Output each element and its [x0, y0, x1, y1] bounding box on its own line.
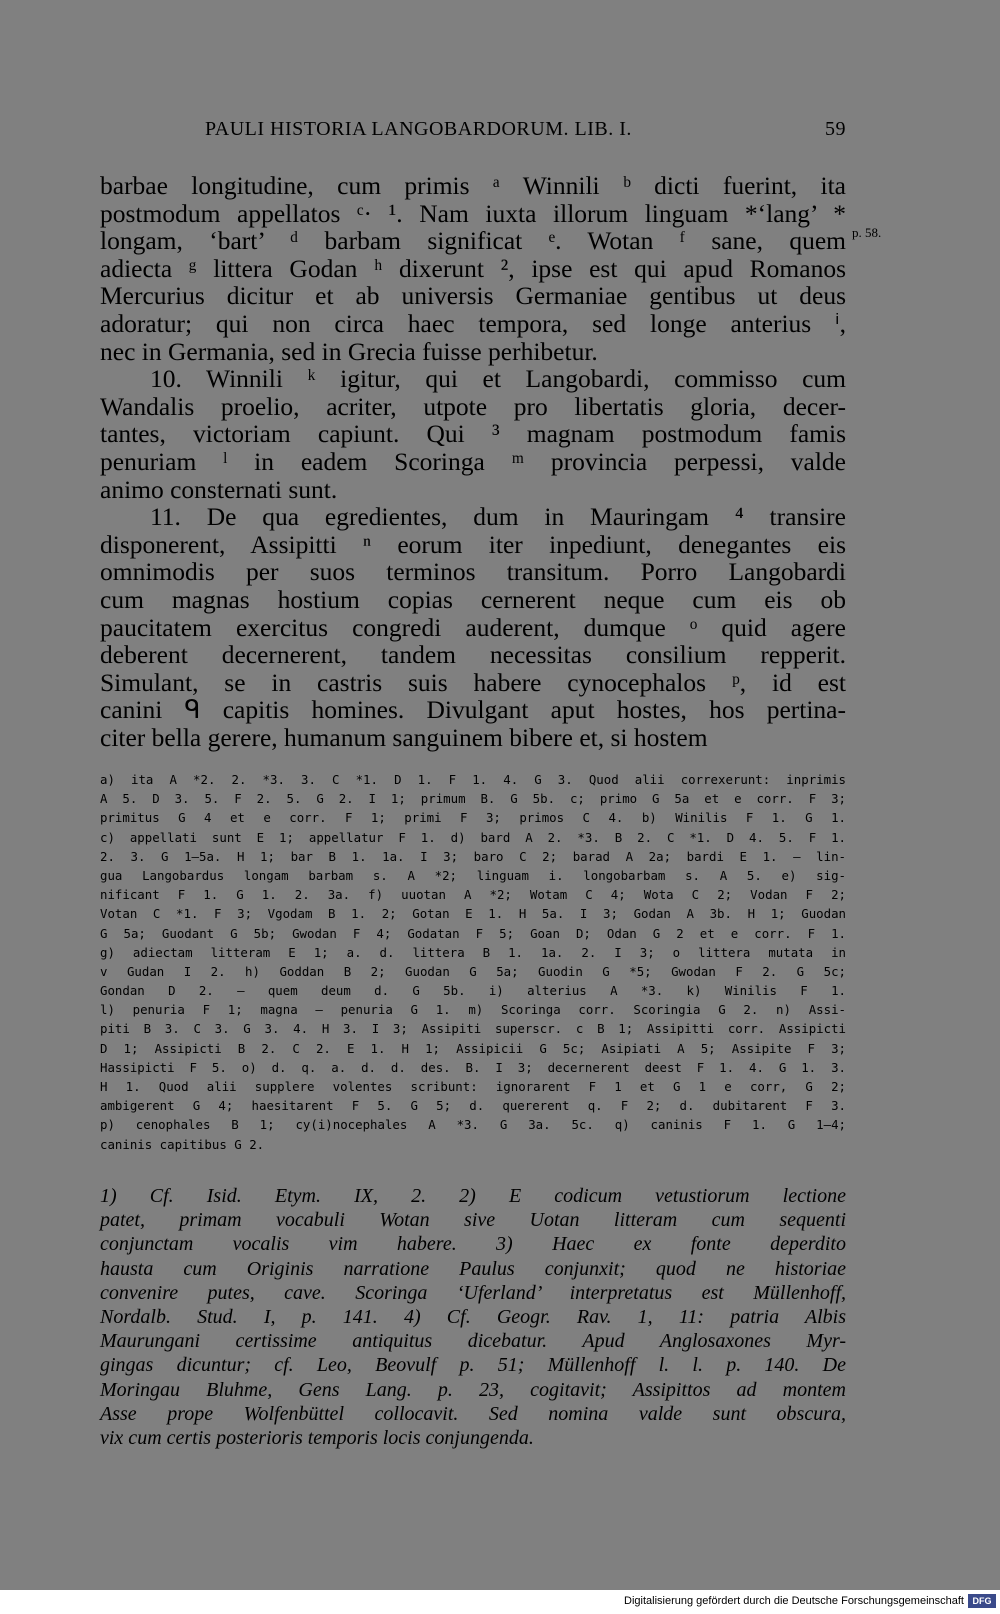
main-text-line: Wandalis proelio, acriter, utpote pro libertatis gloria, decer- [100, 391, 846, 421]
footnote-line: Asse prope Wolfenbüttel collocavit. Sed nomina valde sunt obscura, [100, 1402, 846, 1425]
footnote-line: gingas dicuntur; cf. Leo, Beovulf p. 51; Müllenhoff l. l. p. 140. De [100, 1354, 846, 1377]
main-text-line: nec in Germania, sed in Grecia fuisse perhibetur. [100, 336, 598, 366]
footnote-line: convenire putes, cave. Scoringa ‘Uferland’ interpretatus est Müllenhoff, [100, 1281, 846, 1304]
main-text [100, 172, 846, 751]
main-text-line: postmodum appellatos ᶜ· ¹. Nam iuxta illorum linguam *‘lang’ * [100, 198, 846, 228]
footnote-line: Moringau Bluhme, Gens Lang. p. 23, cogitavit; Assipittos ad montem [100, 1378, 846, 1401]
footer-bar [0, 1590, 1000, 1614]
main-text-line: barbae longitudine, cum primis ᵃ Winnili ᵇ dicti fuerint, ita [100, 171, 846, 200]
header-title: PAULI HISTORIA LANGOBARDORUM. LIB. I. [205, 118, 632, 140]
apparatus-line: g) adiectam litteram E 1; a. d. littera B 1. 1a. 2. I 3; o littera mutata in [100, 944, 846, 960]
apparatus-line: a) ita A *2. 2. *3. 3. C *1. D 1. F 1. 4. G 3. Quod alii correxerunt: inprimis [100, 772, 846, 787]
main-text-line: adoratur; qui non circa haec tempora, sed longe anterius ⁱ, [100, 308, 846, 338]
apparatus-line: Votan C *1. F 3; Vgodam B 1. 2; Gotan E 1. H 5a. I 3; Godan A 3b. H 1; Guodan [100, 906, 846, 922]
apparatus-line: D 1; Assipicti B 2. C 2. E 1. H 1; Assipicii G 5c; Asipiati A 5; Assipite F 3; [100, 1040, 846, 1056]
apparatus-line: p) cenophales B 1; cy(i)nocephales A *3. G 3a. 5c. q) caninis F 1. G 1—4; [100, 1117, 846, 1133]
apparatus-line: Hassipicti F 5. o) d. q. a. d. d. des. B. I 3; decernerent deest F 1. 4. G 1. 3. [100, 1059, 846, 1075]
editorial-footnotes [100, 1184, 846, 1450]
main-text-line: Mercurius dicitur et ab universis Germaniae gentibus ut deus [100, 281, 846, 311]
footnote-line: Nordalb. Stud. I, p. 141. 4) Cf. Geogr. Rav. 1, 11: patria Albis [100, 1305, 846, 1328]
main-text-line: longam, ‘bart’ ᵈ barbam significat ᵉ. Wotan ᶠ sane, quem [100, 226, 846, 256]
apparatus-line: c) appellati sunt E 1; appellatur F 1. d) bard A 2. *3. B 2. C *1. D 4. 5. F 1. [100, 829, 846, 845]
apparatus-line: G 5a; Guodant G 5b; Gwodan F 4; Godatan F 5; Goan D; Odan G 2 et e corr. F 1. [100, 925, 846, 941]
main-text-line: penuriam ˡ in eadem Scoringa ᵐ provincia perpessi, valde [100, 446, 846, 476]
dfg-logo: DFG [968, 1594, 996, 1608]
main-text-line: canini ᑫ capitis homines. Divulgant aput hostes, hos pertina- [100, 695, 846, 725]
main-text-line: cum magnas hostium copias cernerent neque cum eis ob [100, 584, 846, 614]
apparatus-line: piti B 3. C 3. G 3. 4. H 3. I 3; Assipiti superscr. c B 1; Assipitti corr. Assipicti [100, 1021, 846, 1037]
footnote-line: patet, primam vocabuli Wotan sive Uotan litteram cum sequenti [100, 1209, 846, 1232]
apparatus-line: gua Langobardus longam barbam s. A *2; linguam i. longobarbam s. A 5. e) sig- [100, 867, 846, 883]
main-text-line: paucitatem exercitus congredi auderent, dumque ᵒ quid agere [100, 612, 846, 642]
apparatus-line: v Gudan I 2. h) Goddan B 2; Guodan G 5a; Guodin G *5; Gwodan F 2. G 5c; [100, 963, 846, 979]
main-text-line: disponerent, Assipitti ⁿ eorum iter inpediunt, denegantes eis [100, 529, 846, 559]
apparatus-line: H 1. Quod alii supplere volentes scribunt: ignorarent F 1 et G 1 e corr, G 2; [100, 1079, 846, 1094]
main-text-line: animo consternati sunt. [100, 474, 338, 504]
funding-credit: Digitalisierung gefördert durch die Deutsche Forschungsgemeinschaft [624, 1595, 964, 1607]
main-text-line: citer bella gerere, humanum sanguinem bibere et, si hostem [100, 722, 708, 752]
footnote-line: conjunctam vocalis vim habere. 3) Haec ex fonte deperdito [100, 1233, 846, 1256]
apparatus-line: Gondan D 2. — quem deum d. G 5b. i) alterius A *3. k) Winilis F 1. [100, 983, 846, 999]
main-text-line: adiecta ᵍ littera Godan ʰ dixerunt ², ipse est qui apud Romanos [100, 253, 846, 283]
page-number: 59 [825, 118, 846, 140]
main-text-line: Simulant, se in castris suis habere cynocephalos ᵖ, id est [100, 667, 846, 697]
footnote-line: 1) Cf. Isid. Etym. IX, 2. 2) E codicum vetustiorum lectione [100, 1185, 846, 1207]
main-text-line: omnimodis per suos terminos transitum. Porro Langobardi [100, 557, 846, 587]
apparatus-line: ambigerent G 4; haesitarent F 5. G 5; d. quererent q. F 2; d. dubitarent F 3. [100, 1098, 846, 1114]
main-text-line: tantes, victoriam capiunt. Qui ³ magnam postmodum famis [100, 419, 846, 449]
apparatus-line: l) penuria F 1; magna — penuria G 1. m) Scoringa corr. Scoringia G 2. n) Assi- [100, 1002, 846, 1018]
main-text-line: 11. De qua egredientes, dum in Mauringam ⁴ transire [150, 502, 846, 532]
apparatus-line: nificant F 1. G 1. 2. 3a. f) uuotan A *2; Wotam C 4; Wota C 2; Vodan F 2; [100, 887, 846, 903]
apparatus-line: caninis capitibus G 2. [100, 1136, 265, 1152]
footnote-line: hausta cum Originis narratione Paulus conjunxit; quod ne historiae [100, 1257, 846, 1280]
apparatus-line: A 5. D 3. 5. F 2. 5. G 2. I 1; primum B. G 5b. c; primo G 5a et e corr. F 3; [100, 791, 846, 807]
apparatus-line: 2. 3. G 1—5a. H 1; bar B 1. 1a. I 3; baro C 2; barad A 2a; bardi E 1. — lin- [100, 848, 846, 864]
main-text-line: 10. Winnili ᵏ igitur, qui et Langobardi, commisso cum [150, 364, 846, 394]
margin-page-reference: p. 58. [852, 225, 882, 240]
apparatus-line: primitus G 4 et e corr. F 1; primi F 3; primos C 4. b) Winilis F 1. G 1. [100, 810, 846, 826]
footnote-line: vix cum certis posterioris temporis locis conjungenda. [100, 1426, 534, 1449]
footnote-line: Maurungani certissime antiquitus dicebatur. Apud Anglosaxones Myr- [100, 1330, 846, 1353]
critical-apparatus [100, 770, 846, 1154]
main-text-line: deberent decernerent, tandem necessitas consilium repperit. [100, 640, 846, 670]
